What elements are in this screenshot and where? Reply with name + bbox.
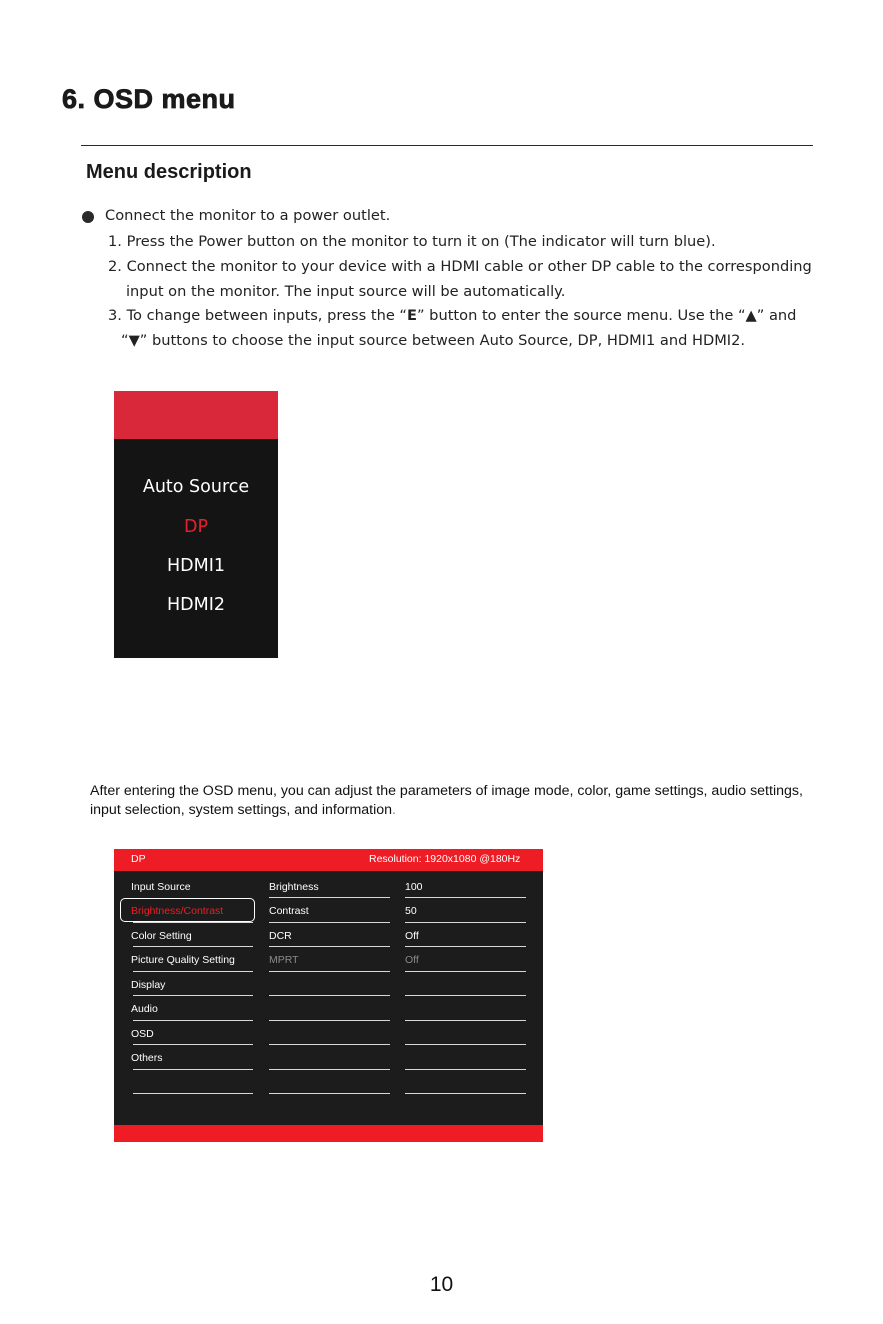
title-divider (81, 145, 813, 146)
osd-row-divider (269, 1044, 390, 1045)
osd-setting-brightness[interactable]: Brightness (269, 881, 319, 893)
osd-row-divider (133, 1069, 253, 1070)
osd-menu-input-source[interactable]: Input Source (131, 881, 191, 893)
source-menu-screen (114, 391, 278, 658)
page-number: 10 (429, 1273, 454, 1296)
osd-row-divider (405, 1093, 526, 1094)
osd-row-divider (405, 971, 526, 972)
osd-value-brightness: 100 (405, 881, 423, 893)
osd-menu-display[interactable]: Display (131, 979, 166, 991)
subsection-title: Menu description (86, 161, 252, 183)
osd-row-divider (269, 946, 390, 947)
source-menu-header (114, 391, 278, 439)
step-2-text-line1: 2. Connect the monitor to your device with a HDMI cable or other DP cable to the corresponding (108, 258, 812, 275)
source-item-hdmi2[interactable]: HDMI2 (166, 595, 226, 615)
osd-row-divider (269, 897, 390, 898)
step-3-text-line1 (108, 307, 796, 324)
osd-menu-brightness-contrast[interactable]: Brightness/Contrast (131, 905, 224, 917)
osd-row-divider (405, 1044, 526, 1045)
osd-row-divider (405, 946, 526, 947)
osd-setting-contrast[interactable]: Contrast (269, 905, 309, 917)
osd-row-divider (405, 995, 526, 996)
step-3-text-pre: 3. To change between inputs, press the “ (108, 307, 407, 324)
osd-row-divider (269, 995, 390, 996)
osd-menu-picture-quality[interactable]: Picture Quality Setting (131, 954, 235, 966)
down-arrow-icon: ▼ (128, 332, 140, 349)
osd-row-divider (133, 995, 253, 996)
osd-row-divider (405, 897, 526, 898)
source-item-dp[interactable]: DP (183, 517, 209, 537)
up-arrow-icon: ▲ (745, 307, 757, 324)
step-3-line2-end: ” buttons to choose the input source between Auto Source, DP, HDMI1 and HDMI2. (139, 332, 746, 349)
osd-row-divider (269, 1093, 390, 1094)
step-1-text: 1. Press the Power button on the monitor to turn it on (The indicator will turn blue). (108, 233, 716, 250)
osd-value-mprt: Off (405, 954, 419, 966)
osd-row-divider (133, 1020, 253, 1021)
osd-intro-main: After entering the OSD menu, you can adjust the parameters of image mode, color, game settings, audio settings, input selection, system settings, and information (90, 783, 803, 818)
osd-footer-bar (114, 1125, 543, 1142)
osd-row-divider (133, 1093, 253, 1094)
osd-row-divider (133, 1044, 253, 1045)
osd-row-divider (269, 922, 390, 923)
osd-intro-text (90, 782, 830, 819)
osd-row-divider (405, 922, 526, 923)
section-title: 6. OSD menu (62, 84, 236, 114)
osd-menu-audio[interactable]: Audio (131, 1003, 158, 1015)
osd-value-dcr: Off (405, 930, 419, 942)
step-3-text-line2 (121, 332, 745, 349)
osd-setting-mprt: MPRT (269, 954, 299, 966)
osd-header-input: DP (131, 853, 146, 865)
osd-row-divider (269, 1069, 390, 1070)
osd-value-contrast: 50 (405, 905, 417, 917)
osd-row-divider (133, 922, 253, 923)
bullet-text: Connect the monitor to a power outlet. (105, 207, 391, 224)
osd-row-divider (133, 946, 253, 947)
osd-row-divider (133, 971, 253, 972)
step-3-line2-pre: “ (121, 332, 129, 349)
osd-row-divider (405, 1069, 526, 1070)
osd-menu-others[interactable]: Others (131, 1052, 163, 1064)
bullet-dot-icon (82, 211, 94, 223)
osd-row-divider (405, 1020, 526, 1021)
osd-menu-screen (114, 849, 543, 1142)
osd-setting-dcr[interactable]: DCR (269, 930, 292, 942)
osd-menu-color-setting[interactable]: Color Setting (131, 930, 192, 942)
osd-menu-osd[interactable]: OSD (131, 1028, 154, 1040)
osd-row-divider (269, 1020, 390, 1021)
source-item-auto-source[interactable]: Auto Source (142, 477, 250, 497)
osd-row-divider (269, 971, 390, 972)
source-item-hdmi1[interactable]: HDMI1 (166, 556, 226, 576)
osd-header-resolution: Resolution: 1920x1080 @180Hz (369, 853, 521, 865)
step-3-text-mid: ” button to enter the source menu. Use the “ (416, 307, 746, 324)
osd-intro-period: . (392, 801, 396, 818)
step-2-text-line2: input on the monitor. The input source will be automatically. (126, 283, 566, 300)
e-key-icon: E (407, 307, 417, 324)
step-3-text-end: ” and (756, 307, 797, 324)
